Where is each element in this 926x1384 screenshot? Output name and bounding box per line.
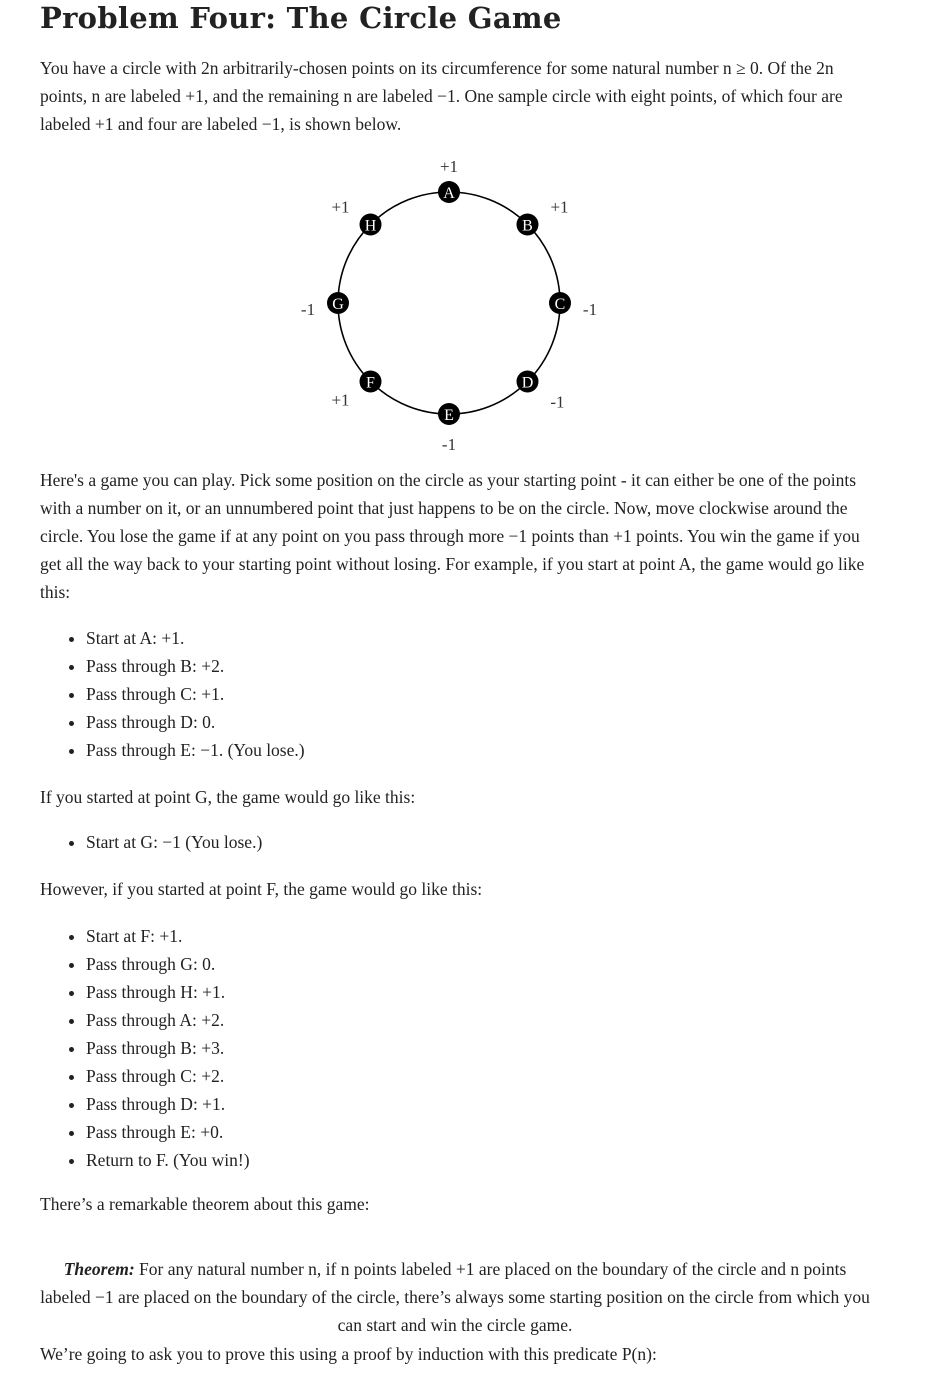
- game-paragraph: Here's a game you can play. Pick some position on the circle as your starting point - it can either be one of the points with a number on it, or an unnumbered point that just happens to be on the circle. Now, move clockwise around the circle. You lose the game if at any point on you pass through more −1 points than +1 points. You win the game if you get all the way back to your starting point without losing. For example, if you start at point A, the game would go like this:: [40, 470, 865, 602]
- list-item: • Pass through H: +1.: [86, 978, 250, 1006]
- point-value: +1: [439, 157, 459, 176]
- point-name: D: [521, 374, 534, 392]
- point-value: -1: [582, 300, 598, 319]
- f-intro: However, if you started at point F, the game would go like this:: [40, 879, 483, 899]
- list-item: • Return to F. (You win!): [86, 1146, 250, 1174]
- point-value: -1: [441, 435, 457, 454]
- point-name: B: [522, 217, 533, 235]
- list-item: • Pass through B: +3.: [86, 1034, 250, 1062]
- point-name: F: [366, 374, 375, 392]
- list-item: • Pass through E: −1. (You lose.): [86, 736, 305, 764]
- theorem-text: For any natural number n, if n points labeled +1 are placed on the boundary of the circle and n points labeled −1 are placed on the boundary of the circle, there’s always some starting position on the circle from which you can start and win the circle game.: [40, 1258, 870, 1335]
- list-item: • Pass through A: +2.: [86, 1006, 250, 1034]
- list-item: • Pass through D: 0.: [86, 708, 305, 736]
- point-value: +1: [331, 390, 350, 410]
- point-name: A: [443, 185, 455, 202]
- remark: There’s a remarkable theorem about this game:: [40, 1194, 370, 1214]
- theorem-label: Theorem:: [63, 1258, 135, 1279]
- example-f-list: [40, 922, 250, 1174]
- circle-diagram: [0, 0, 926, 460]
- intro-paragraph: You have a circle with 2n arbitrarily-chosen points on its circumference for some natural number n ≥ 0. Of the 2n points, n are labeled +1, and the remaining n are labeled −1. One sample circle with eight points, of which four are labeled +1 and four are labeled −1, is shown below.: [40, 58, 843, 134]
- point-value: -1: [550, 392, 565, 412]
- theorem: [40, 1255, 870, 1339]
- list-item: • Start at A: +1.: [86, 624, 305, 652]
- list-item: • Pass through D: +1.: [86, 1090, 250, 1118]
- list-item: • Pass through E: +0.: [86, 1118, 250, 1146]
- point-name: E: [444, 407, 454, 424]
- point-value: +1: [550, 197, 569, 217]
- point-value: +1: [331, 197, 350, 217]
- point-name: C: [554, 296, 566, 313]
- point-value: -1: [300, 300, 316, 319]
- g-intro: If you started at point G, the game would go like this:: [40, 787, 416, 807]
- page-title: Problem Four: The Circle Game: [40, 1, 562, 35]
- closing-paragraph: We’re going to ask you to prove this using a proof by induction with this predicate P(n):: [40, 1344, 657, 1364]
- list-item: • Pass through B: +2.: [86, 652, 305, 680]
- list-item: • Pass through C: +1.: [86, 680, 305, 708]
- point-name: G: [332, 296, 344, 313]
- point-name: H: [364, 217, 377, 235]
- list-item: • Pass through G: 0.: [86, 950, 250, 978]
- list-item: • Pass through C: +2.: [86, 1062, 250, 1090]
- list-item: • Start at G: −1 (You lose.): [86, 828, 262, 856]
- example-g-list: [40, 828, 262, 856]
- example-a-list: [40, 624, 305, 764]
- list-item: • Start at F: +1.: [86, 922, 250, 950]
